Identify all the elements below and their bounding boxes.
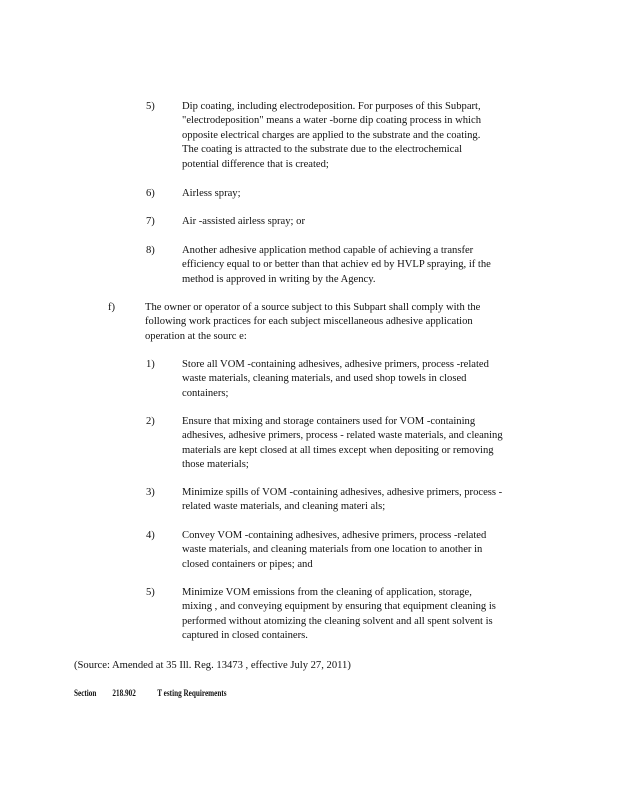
item-marker: 7) (146, 216, 155, 227)
text-line: Airless spray; (182, 188, 241, 199)
item-text (182, 358, 489, 401)
item-text (182, 100, 481, 172)
text-line: Convey VOM -containing adhesives, adhesive primers, process -related (182, 530, 487, 541)
text-line: Another adhesive application method capable of achieving a transfer (182, 245, 474, 256)
text-line: Dip coating, including electrodeposition. For purposes of this Subpart, (182, 101, 481, 112)
item-marker: 6) (146, 188, 155, 199)
item-marker: f) (108, 302, 116, 313)
item-text (182, 586, 496, 644)
text-line: The coating is attracted to the substrate due to the electrochemical (182, 144, 463, 156)
text-line: related waste materials, and cleaning materi als; (182, 501, 386, 513)
text-line: materials are kept closed at all times except when depositing or removing (182, 444, 494, 456)
text-line: containers; (182, 387, 229, 399)
text-line: Ensure that mixing and storage containers used for VOM -containing (182, 416, 476, 427)
text-line: opposite electrical charges are applied to the substrate and the coating. (182, 129, 481, 141)
item-marker: 1) (146, 359, 155, 370)
text-line: Air -assisted airless spray; or (182, 216, 305, 227)
item-text (182, 244, 491, 287)
section-label: Section (74, 688, 97, 698)
text-line: those materials; (182, 459, 249, 471)
text-line: adhesives, adhesive primers, process - related waste materials, and cleaning (182, 430, 503, 442)
text-line: Store all VOM -containing adhesives, adhesive primers, process -related (182, 359, 489, 370)
text-line: waste materials, cleaning materials, and used shop towels in closed (182, 373, 467, 385)
text-line: captured in closed containers. (182, 630, 308, 642)
section-heading (74, 688, 227, 698)
item-marker: 3) (146, 487, 155, 498)
item-text (182, 187, 241, 201)
text-line: Minimize spills of VOM -containing adhesives, adhesive primers, process - (182, 487, 503, 498)
item-marker: 5) (146, 587, 155, 598)
source-note: (Source: Amended at 35 Ill. Reg. 13473 , effective July 27, 2011) (74, 660, 351, 671)
item-marker: 8) (146, 245, 155, 256)
text-line: potential difference that is created; (182, 158, 329, 170)
text-line: closed containers or pipes; and (182, 558, 313, 570)
text-line: following work practices for each subject miscellaneous adhesive application (145, 316, 473, 328)
text-line: waste materials, and cleaning materials from one location to another in (182, 544, 483, 556)
item-text (182, 215, 305, 229)
section-number: 218.902 (112, 688, 136, 698)
section-title: T esting Requirements (157, 688, 227, 698)
text-line: The owner or operator of a source subject to this Subpart shall comply with the (145, 302, 481, 313)
item-text (145, 301, 480, 344)
text-line: performed without atomizing the cleaning solvent and all spent solvent is (182, 615, 493, 627)
text-line: Minimize VOM emissions from the cleaning of application, storage, (182, 587, 472, 598)
text-line: operation at the sourc e: (145, 330, 247, 342)
item-marker: 4) (146, 530, 155, 541)
text-line: method is approved in writing by the Agency. (182, 273, 376, 285)
text-line: mixing , and conveying equipment by ensuring that equipment cleaning is (182, 601, 496, 613)
item-text (182, 415, 503, 473)
item-marker: 2) (146, 416, 155, 427)
text-line: efficiency equal to or better than that achiev ed by HVLP spraying, if the (182, 259, 491, 271)
text-line: "electrodeposition" means a water -borne dip coating process in which (182, 115, 481, 127)
item-marker: 5) (146, 101, 155, 112)
item-text (182, 529, 486, 572)
item-text (182, 486, 502, 515)
